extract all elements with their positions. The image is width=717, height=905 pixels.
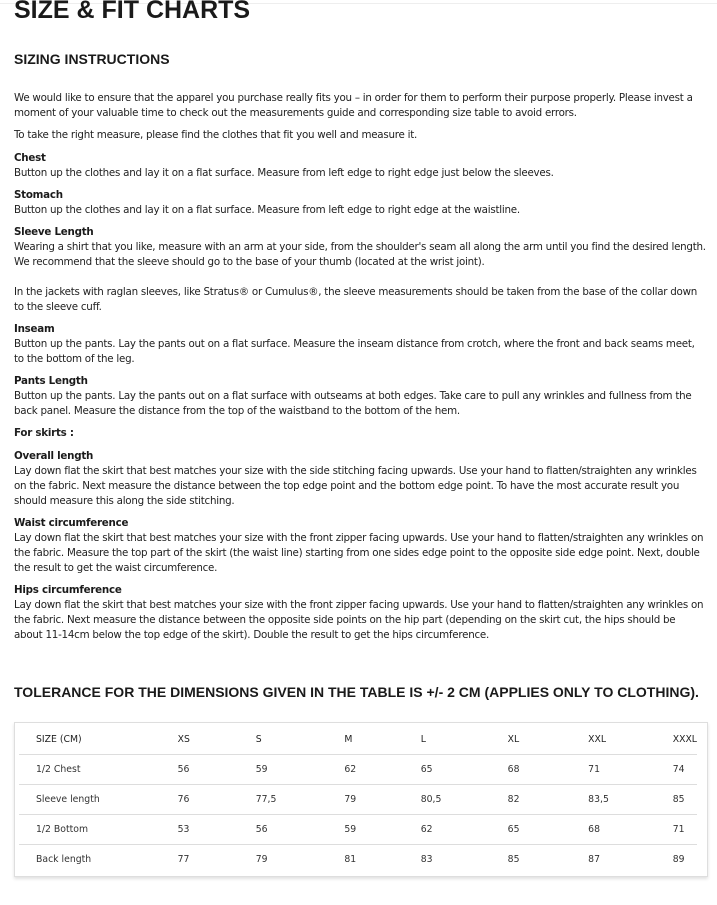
sizing-instructions [14, 91, 706, 650]
table-row [19, 815, 697, 845]
table-cell: 56 [239, 815, 328, 845]
stomach-instruction [14, 188, 706, 218]
stomach-title: Stomach [14, 189, 63, 201]
waist-circumference-title: Waist circumference [14, 517, 129, 529]
page-title: SIZE & FIT CHARTS [14, 0, 251, 24]
table-cell: 81 [344, 854, 357, 865]
table-cell: 68 [571, 815, 656, 845]
size-table-header-row [19, 725, 697, 755]
table-cell: 59 [239, 755, 328, 785]
table-cell: 77 [177, 854, 190, 865]
table-cell: 53 [161, 815, 239, 845]
header-cell: XS [161, 725, 239, 755]
overall-length-instruction [14, 449, 706, 509]
inseam-title: Inseam [14, 323, 55, 335]
header-cell: SIZE (CM) [19, 725, 161, 755]
hips-circumference-title: Hips circumference [14, 584, 122, 596]
size-table [19, 725, 697, 874]
header-cell: XL [491, 725, 572, 755]
table-cell: 80,5 [404, 785, 491, 815]
waist-circumference-instruction [14, 516, 706, 576]
table-row [19, 785, 697, 815]
chest-title: Chest [14, 152, 46, 164]
take-measure-paragraph: To take the right measure, please find the clothes that fit you well and measure it. [14, 129, 418, 141]
table-cell: 77,5 [239, 785, 328, 815]
table-cell: 62 [404, 815, 491, 845]
table-cell: 71 [656, 815, 697, 845]
header-cell: L [404, 725, 491, 755]
hips-circumference-text: Lay down flat the skirt that best matches your size with the front zipper facing upwards. Use your hand to flatten/straighten any wrinkles on the fabric. Next measure the distance between the opposite side points on the hip part (depending on the skirt cut, the hips should be about 11-14cm below the top edge of the skirt). Double the result to get the hips circumference. [14, 599, 704, 641]
table-cell: 83 [420, 854, 433, 865]
row-label-cell: Sleeve length [19, 785, 161, 815]
size-table-container [14, 722, 708, 877]
waist-circumference-text: Lay down flat the skirt that best matches your size with the front zipper facing upwards. Use your hand to flatten/straighten any wrinkles on the fabric. Measure the top part of the skirt (the waist line) starting from one sides edge point to the opposite side edge point. Next, double the result to get the waist circumference. [14, 532, 704, 574]
row-label-cell: 1/2 Chest [19, 755, 161, 785]
chest-instruction [14, 151, 706, 181]
table-cell: 76 [161, 785, 239, 815]
table-cell: 79 [327, 785, 403, 815]
overall-length-title: Overall length [14, 450, 94, 462]
sleeve-length-text: Wearing a shirt that you like, measure with an arm at your side, from the shoulder's seam all along the arm until you find the desired length. We recommend that the sleeve should go to the base of your thumb (located at the wrist joint). [14, 241, 706, 268]
table-cell: 74 [656, 755, 697, 785]
table-cell: 62 [327, 755, 403, 785]
table-cell: 56 [161, 755, 239, 785]
tolerance-note: TOLERANCE FOR THE DIMENSIONS GIVEN IN THE TABLE IS +/- 2 CM (APPLIES ONLY TO CLOTHING). [14, 684, 699, 700]
pants-length-title: Pants Length [14, 375, 88, 387]
table-cell: 89 [672, 854, 685, 865]
table-row [19, 845, 697, 875]
table-cell: 85 [507, 854, 520, 865]
header-cell: S [239, 725, 328, 755]
table-cell: 65 [491, 815, 572, 845]
raglan-note: In the jackets with raglan sleeves, like Stratus® or Cumulus®, the sleeve measurements should be taken from the base of the collar down to the sleeve cuff. [14, 286, 698, 313]
table-cell: 59 [327, 815, 403, 845]
table-cell: 82 [491, 785, 572, 815]
stomach-text: Button up the clothes and lay it on a flat surface. Measure from left edge to right edge at the waistline. [14, 204, 520, 216]
table-cell: 71 [571, 755, 656, 785]
table-cell: 85 [656, 785, 697, 815]
header-cell: XXXL [656, 725, 697, 755]
header-cell: XXL [571, 725, 656, 755]
table-cell: 79 [255, 854, 268, 865]
table-cell: 83,5 [571, 785, 656, 815]
chest-text: Button up the clothes and lay it on a flat surface. Measure from left edge to right edge just below the sleeves. [14, 167, 554, 179]
sizing-instructions-heading: SIZING INSTRUCTIONS [14, 51, 170, 67]
inseam-instruction [14, 322, 706, 367]
inseam-text: Button up the pants. Lay the pants out on a flat surface. Measure the inseam distance from crotch, where the front and back seams meet, to the bottom of the leg. [14, 338, 695, 365]
row-label-cell: Back length [36, 854, 92, 865]
row-label-cell: 1/2 Bottom [19, 815, 161, 845]
intro-paragraph: We would like to ensure that the apparel you purchase really fits you – in order for them to perform their purpose properly. Please invest a moment of your valuable time to check out the measurements guide and corresponding size table to avoid errors. [14, 92, 693, 119]
skirts-label: For skirts : [14, 427, 74, 439]
table-row [19, 755, 697, 785]
table-cell: 87 [588, 854, 601, 865]
overall-length-text: Lay down flat the skirt that best matches your size with the side stitching facing upwards. Use your hand to flatten/straighten any wrinkles on the fabric. Next measure the distance between the top edge point and the bottom edge point. To have the most accurate result you should measure this along the side stitching. [14, 465, 697, 507]
table-cell: 65 [404, 755, 491, 785]
header-cell: M [327, 725, 403, 755]
pants-length-instruction [14, 374, 706, 419]
sleeve-length-title: Sleeve Length [14, 226, 94, 238]
pants-length-text: Button up the pants. Lay the pants out on a flat surface with outseams at both edges. Take care to pull any wrinkles and fullness from the back panel. Measure the distance from the top of the waistband to the bottom of the hem. [14, 390, 692, 417]
hips-circumference-instruction [14, 583, 706, 643]
table-cell: 68 [491, 755, 572, 785]
sleeve-length-instruction [14, 225, 706, 315]
